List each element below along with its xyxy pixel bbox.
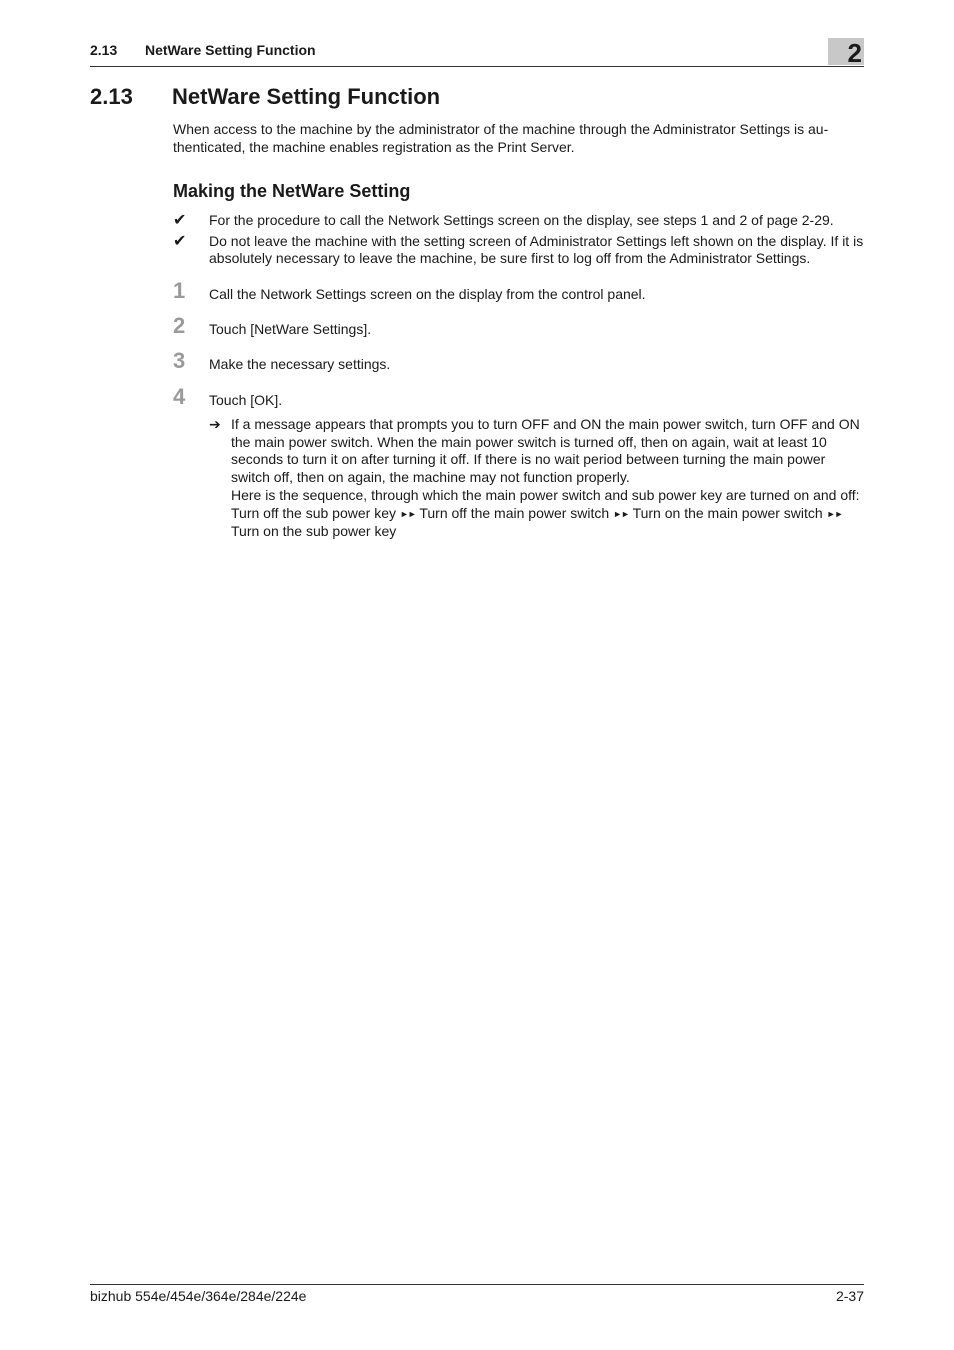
check-item-text: For the procedure to call the Network Settings screen on the display, see steps 1 and 2 of page 2-29. (209, 212, 834, 228)
subsection-heading: Making the NetWare Setting (173, 181, 411, 201)
note-sequence-intro: Here is the sequence, through which the main power switch and sub power key are turned on and off: (231, 486, 860, 503)
running-footer (90, 1284, 864, 1304)
step-text: Call the Network Settings screen on the display from the control panel. (209, 286, 646, 302)
checkmark-icon: ✔ (173, 233, 187, 250)
checkmark-icon: ✔ (173, 212, 187, 229)
double-arrow-icon: ►► (826, 508, 843, 519)
step-number: 2 (173, 313, 186, 338)
step-text: Touch [NetWare Settings]. (209, 321, 372, 337)
arrow-right-icon: ➔ (209, 416, 221, 432)
step-number: 3 (173, 348, 186, 373)
note-text: If a message appears that prompts you to turn OFF and ON the main power switch, turn OFF and ON the main power switch. When the main power switch is turned off, then on again, wait at least 10 seconds to turn it on after turning it off. If there is no wait period between turning the main power switch off, then on again, the machine may not function properly. (231, 416, 860, 486)
running-header (90, 38, 864, 67)
section-heading-number: 2.13 (90, 84, 133, 109)
sequence-step: Turn off the main power switch (419, 504, 610, 521)
section-heading-title: NetWare Setting Function (172, 84, 441, 109)
header-section-title: NetWare Setting Function (145, 42, 316, 58)
sequence-step: Turn on the main power switch (632, 504, 823, 521)
double-arrow-icon: ►► (399, 508, 416, 519)
header-section-number: 2.13 (90, 42, 118, 58)
sequence-step: Turn off the sub power key (231, 504, 396, 521)
step-text: Make the necessary settings. (209, 356, 391, 372)
sequence-step: Turn on the sub power key (231, 523, 397, 540)
double-arrow-icon: ►► (613, 508, 629, 519)
footer-page-number: 2-37 (835, 1288, 864, 1304)
intro-paragraph: When access to the machine by the administrator of the machine through the Administrator Settings is au-thenticated, the machine enables registration as the Print Server. (173, 121, 829, 155)
footer-model-name: bizhub 554e/454e/364e/284e/224e (90, 1288, 307, 1304)
step-number: 4 (173, 384, 186, 409)
step-number: 1 (173, 278, 186, 303)
check-item-text: Do not leave the machine with the setting screen of Administrator Settings left shown on the display. If it is absolutely necessary to leave the machine, be sure first to log off from the Administrator Settings. (209, 233, 864, 266)
step-text: Touch [OK]. (209, 392, 283, 408)
power-sequence (231, 505, 863, 541)
chapter-number-badge: 2 (828, 38, 864, 65)
